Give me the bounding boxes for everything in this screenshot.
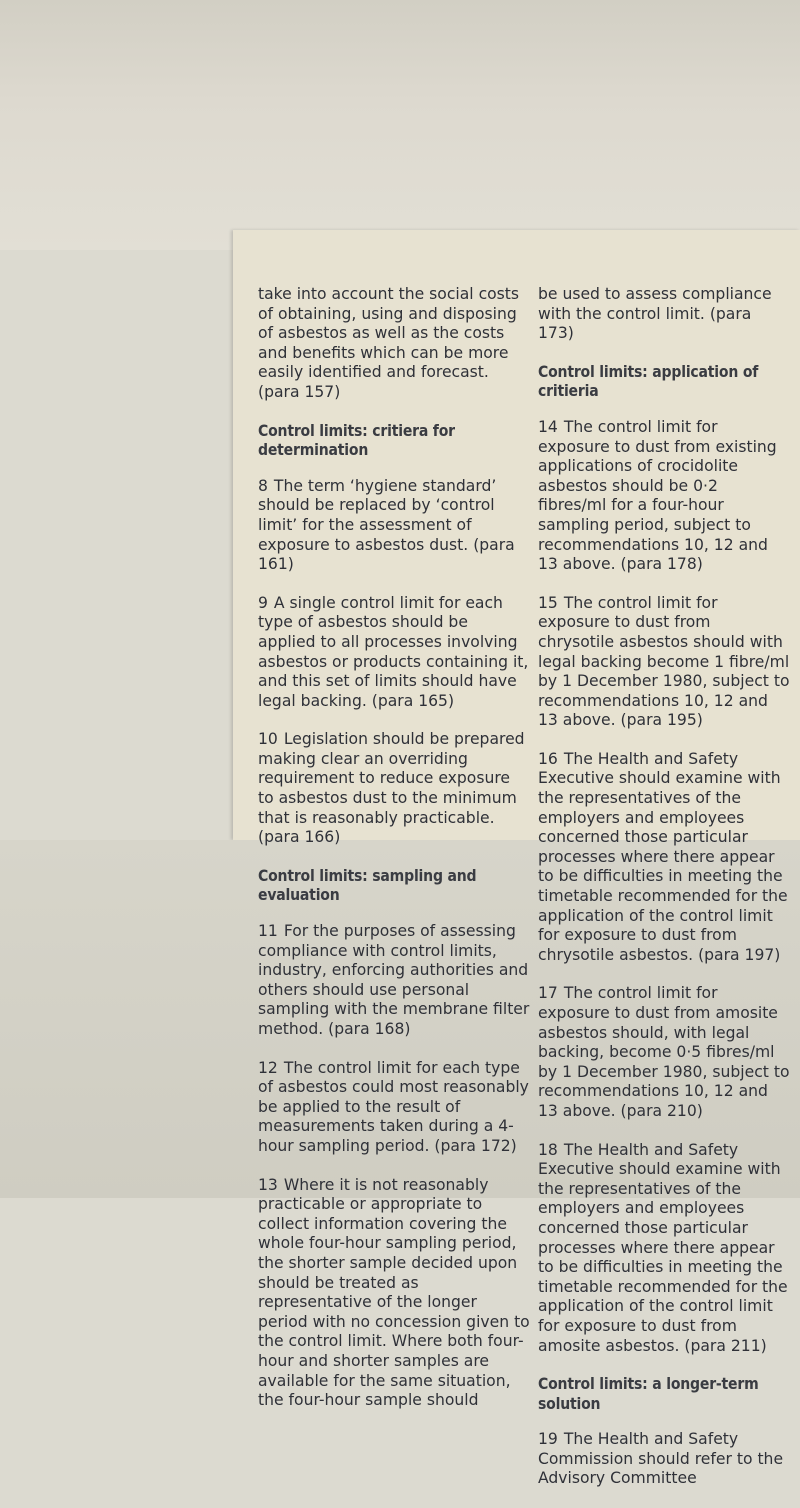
recommendation-text: Where it is not reasonably practicable or appropriate to collect information covering the whole four-hour sampling period, the shorter sample decided upon should be treated as representative of the longer period with no concession given to the control limit. Where both four-hour and shorter samples are available for the same situation, the four-hour sample should xyxy=(258,1175,530,1410)
recommendation-13 xyxy=(258,1176,530,1411)
recommendation-number: 17 xyxy=(538,984,558,1003)
recommendation-number: 19 xyxy=(538,1430,558,1449)
recommendation-9 xyxy=(258,594,530,712)
paragraph-intro: take into account the social costs of obtaining, using and disposing of asbestos as well as the costs and benefits which can be more easily identified and forecast. (para 157) xyxy=(258,285,520,401)
recommendation-number: 15 xyxy=(538,593,558,612)
recommendation-15 xyxy=(538,594,790,731)
left-column xyxy=(258,285,530,1430)
heading-sampling: Control limits: sampling and evaluation xyxy=(258,866,477,905)
recommendation-number: 18 xyxy=(538,1140,558,1159)
heading-longer-term: Control limits: a longer-term solution xyxy=(538,1375,759,1413)
recommendation-text: A single control limit for each type of asbestos should be applied to all processes involving asbestos or products containing it, and this set of limits should have legal backing. (para 165) xyxy=(258,593,529,710)
recommendation-text: For the purposes of assessing compliance with control limits, industry, enforcing authorities and others should use personal sampling with the membrane filter method. (para 168) xyxy=(258,922,530,1038)
recommendation-number: 8 xyxy=(258,476,268,495)
recommendation-14 xyxy=(538,418,790,575)
recommendation-text: The control limit for exposure to dust from existing applications of crocidolite asbestos should be 0·2 fibres/ml for a four-hour sampling period, subject to recommendations 10, 12 and 13 above. (para 178) xyxy=(538,417,777,574)
recommendation-text: The control limit for each type of asbestos could most reasonably be applied to the result of measurements taken during a 4-hour sampling period. (para 172) xyxy=(258,1058,529,1155)
right-column xyxy=(538,285,790,1508)
recommendation-number: 14 xyxy=(538,417,558,436)
recommendation-text: The Health and Safety Executive should examine with the representatives of the employers and employees concerned those particular processes where there appear to be difficulties in meeting the timetable recommended for the application of the control limit for exposure to dust from amosite asbestos. (para 211) xyxy=(538,1140,788,1355)
recommendation-text: The Health and Safety Commission should refer to the Advisory Committee xyxy=(538,1430,784,1488)
recommendation-text: The term ‘hygiene standard’ should be replaced by ‘control limit’ for the assessment of exposure to asbestos dust. (para 161) xyxy=(258,476,515,574)
recommendation-11 xyxy=(258,922,530,1040)
recommendation-19 xyxy=(538,1430,790,1489)
recommendation-number: 16 xyxy=(538,749,558,768)
recommendation-number: 13 xyxy=(258,1175,278,1194)
background-top xyxy=(0,0,800,250)
recommendation-text: Legislation should be prepared making clear an overriding requirement to reduce exposure to asbestos dust to the minimum that is reasonably practicable. (para 166) xyxy=(258,730,525,847)
paragraph-continued: be used to assess compliance with the control limit. (para 173) xyxy=(538,285,772,343)
heading-application: Control limits: application of critieria xyxy=(538,362,759,401)
recommendation-18 xyxy=(538,1141,790,1357)
recommendation-16 xyxy=(538,750,790,966)
recommendation-text: The control limit for exposure to dust from chrysotile asbestos should with legal backing become 1 fibre/ml by 1 December 1980, subject to recommendations 10, 12 and 13 above. (para 195) xyxy=(538,593,790,730)
recommendation-8 xyxy=(258,477,530,575)
recommendation-text: The control limit for exposure to dust from amosite asbestos should, with legal backing, become 0·5 fibres/ml by 1 December 1980, subject to recommendations 10, 12 and 13 above. (para 210) xyxy=(538,984,790,1120)
recommendation-number: 10 xyxy=(258,730,278,749)
heading-determination: Control limits: critiera for determination xyxy=(258,421,455,460)
recommendation-number: 12 xyxy=(258,1058,278,1077)
recommendation-10 xyxy=(258,730,530,848)
recommendation-17 xyxy=(538,984,790,1121)
recommendation-number: 11 xyxy=(258,922,278,941)
recommendation-text: The Health and Safety Executive should examine with the representatives of the employers and employees concerned those particular processes where there appear to be difficulties in meeting the timetable recommended for the application of the control limit for exposure to dust from chrysotile asbestos. (para 197) xyxy=(538,749,788,964)
recommendation-number: 9 xyxy=(258,593,268,612)
recommendation-12 xyxy=(258,1059,530,1157)
